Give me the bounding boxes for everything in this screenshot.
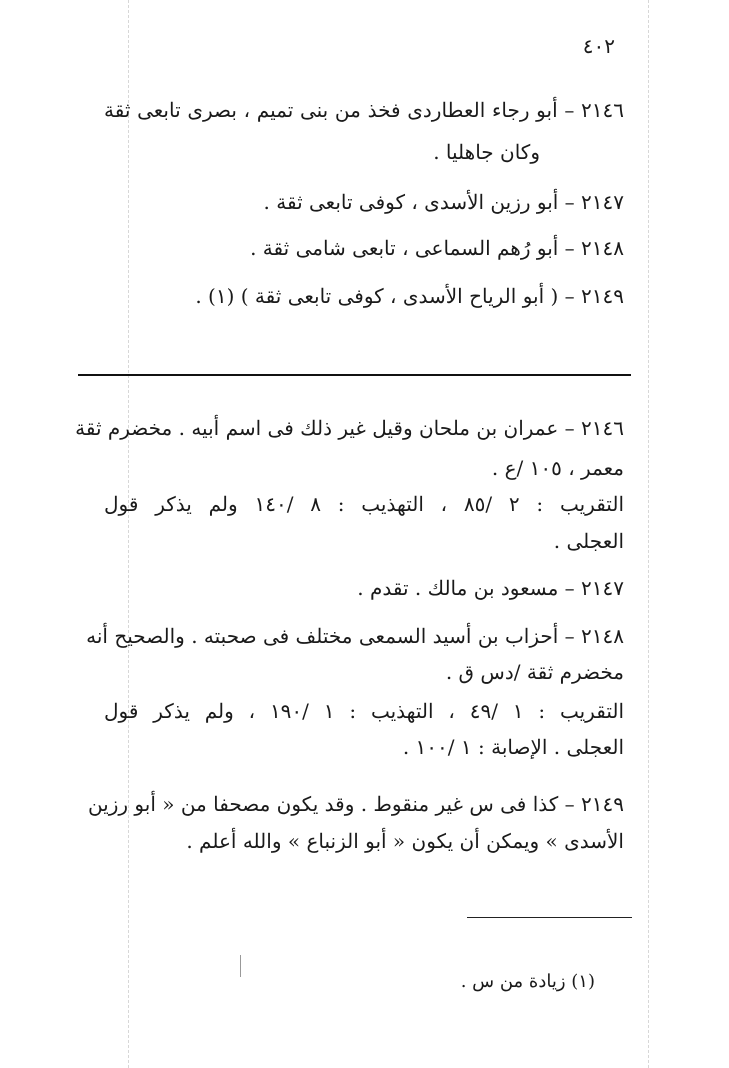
entry-2147: ٢١٤٧ – أبو رزين الأسدى ، كوفى تابعى ثقة . — [263, 190, 624, 214]
footnote: (١) زيادة من س . — [460, 971, 595, 992]
commentary-2146-line-4: العجلى . — [553, 529, 624, 553]
scan-artifact — [240, 955, 241, 977]
scan-artifact — [128, 0, 129, 1068]
commentary-2149-line-1: ٢١٤٩ – كذا فى س غير منقوط . وقد يكون مصحفا من « أبو رزين — [87, 792, 624, 816]
page-number: ٤٠٢ — [582, 34, 615, 58]
scan-artifact — [648, 0, 649, 1068]
commentary-2146-line-2: معمر ، ١٠٥ /ع . — [491, 456, 624, 480]
commentary-2146-line-3: التقريب : ٢ /٨٥ ، التهذيب : ٨ /١٤٠ ولم يذكر قول — [104, 492, 624, 516]
commentary-2148-line-3: التقريب : ١ /٤٩ ، التهذيب : ١ /١٩٠ ، ولم يذكر قول — [104, 699, 624, 723]
entry-2146-line-1: ٢١٤٦ – أبو رجاء العطاردى فخذ من بنى تميم ، بصرى تابعى ثقة — [104, 98, 624, 122]
commentary-2148-line-1: ٢١٤٨ – أحزاب بن أسيد السمعى مختلف فى صحبته . والصحيح أنه — [86, 624, 624, 648]
commentary-2148-line-4: العجلى . الإصابة : ١ /١٠٠ . — [402, 735, 624, 759]
entry-2146-line-2: وكان جاهليا . — [433, 140, 540, 164]
commentary-2148-line-2: مخضرم ثقة /دس ق . — [445, 660, 624, 684]
commentary-2146-line-1: ٢١٤٦ – عمران بن ملحان وقيل غير ذلك فى اسم أبيه . مخضرم ثقة — [75, 416, 624, 440]
footnote-separator — [467, 917, 632, 918]
entry-2149: ٢١٤٩ – ( أبو الرياح الأسدى ، كوفى تابعى ثقة ) (١) . — [195, 284, 624, 308]
entry-2148: ٢١٤٨ – أبو رُهم السماعى ، تابعى شامى ثقة . — [250, 236, 624, 260]
commentary-2149-line-2: الأسدى » ويمكن أن يكون « أبو الزنباع » والله أعلم . — [186, 829, 624, 853]
section-separator — [78, 374, 631, 376]
commentary-2147: ٢١٤٧ – مسعود بن مالك . تقدم . — [357, 576, 624, 600]
